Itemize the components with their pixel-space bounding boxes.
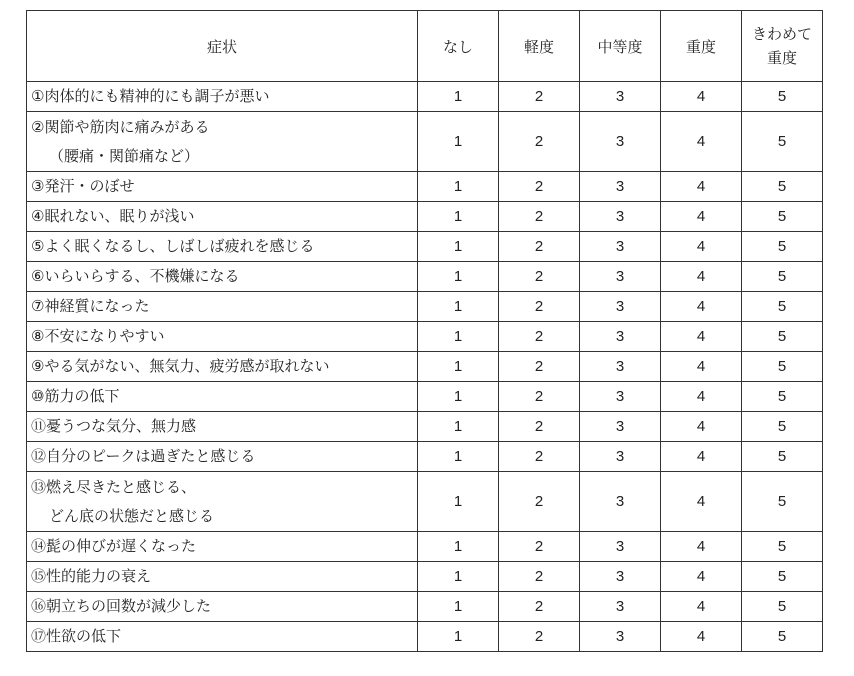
score-severe[interactable]: 4	[661, 622, 742, 652]
header-very-severe-line1: きわめて	[751, 25, 812, 43]
score-mild[interactable]: 2	[499, 622, 580, 652]
score-very-severe[interactable]: 5	[742, 442, 823, 472]
symptom-label: ⑦神経質になった	[31, 297, 150, 315]
score-none[interactable]: 1	[418, 262, 499, 292]
score-moderate[interactable]: 3	[580, 232, 661, 262]
score-very-severe[interactable]: 5	[742, 292, 823, 322]
symptom-cell	[27, 592, 418, 622]
symptom-label: ⑤よく眠くなるし、しばしば疲れを感じる	[31, 237, 315, 255]
table-row	[27, 262, 823, 292]
score-very-severe[interactable]: 5	[742, 382, 823, 412]
score-moderate[interactable]: 3	[580, 112, 661, 172]
score-none[interactable]: 1	[418, 112, 499, 172]
symptom-label: ⑪憂うつな気分、無力感	[31, 417, 197, 435]
symptom-cell	[27, 112, 418, 172]
score-none[interactable]: 1	[418, 82, 499, 112]
symptom-cell	[27, 622, 418, 652]
header-moderate: 中等度	[580, 11, 661, 82]
symptom-cell	[27, 202, 418, 232]
score-none[interactable]: 1	[418, 322, 499, 352]
symptom-label: ⑬燃え尽きたと感じる、	[31, 477, 197, 496]
score-moderate[interactable]: 3	[580, 562, 661, 592]
score-severe[interactable]: 4	[661, 292, 742, 322]
score-moderate[interactable]: 3	[580, 442, 661, 472]
score-moderate[interactable]: 3	[580, 172, 661, 202]
symptom-cell	[27, 172, 418, 202]
score-moderate[interactable]: 3	[580, 202, 661, 232]
score-none[interactable]: 1	[418, 622, 499, 652]
score-very-severe[interactable]: 5	[742, 532, 823, 562]
symptom-label: ⑨やる気がない、無気力、疲労感が取れない	[31, 357, 330, 375]
score-severe[interactable]: 4	[661, 262, 742, 292]
symptom-cell	[27, 532, 418, 562]
symptom-cell	[27, 292, 418, 322]
score-mild[interactable]: 2	[499, 232, 580, 262]
table-row	[27, 82, 823, 112]
symptom-cell	[27, 352, 418, 382]
score-moderate[interactable]: 3	[580, 622, 661, 652]
table-row	[27, 202, 823, 232]
score-none[interactable]: 1	[418, 472, 499, 532]
score-none[interactable]: 1	[418, 382, 499, 412]
symptom-label: ④眠れない、眠りが浅い	[31, 207, 195, 225]
score-moderate[interactable]: 3	[580, 532, 661, 562]
symptom-label: ⑰性欲の低下	[31, 627, 122, 645]
score-none[interactable]: 1	[418, 532, 499, 562]
score-mild[interactable]: 2	[499, 592, 580, 622]
score-moderate[interactable]: 3	[580, 352, 661, 382]
score-very-severe[interactable]: 5	[742, 262, 823, 292]
symptom-cell	[27, 412, 418, 442]
table-row	[27, 532, 823, 562]
score-severe[interactable]: 4	[661, 172, 742, 202]
score-severe[interactable]: 4	[661, 442, 742, 472]
table-row	[27, 412, 823, 442]
score-mild[interactable]: 2	[499, 442, 580, 472]
symptom-cell	[27, 472, 418, 532]
symptom-cell	[27, 82, 418, 112]
symptom-cell	[27, 232, 418, 262]
score-mild[interactable]: 2	[499, 292, 580, 322]
table-row	[27, 232, 823, 262]
table-body	[27, 82, 823, 652]
score-none[interactable]: 1	[418, 232, 499, 262]
header-very-severe-line2: 重度	[766, 49, 797, 67]
symptom-label: ③発汗・のぼせ	[31, 177, 135, 195]
header-mild: 軽度	[499, 11, 580, 82]
header-symptom: 症状	[27, 11, 418, 82]
score-moderate[interactable]: 3	[580, 262, 661, 292]
table-row	[27, 562, 823, 592]
score-none[interactable]: 1	[418, 592, 499, 622]
symptom-label: ⑭髭の伸びが遅くなった	[31, 537, 197, 555]
score-mild[interactable]: 2	[499, 532, 580, 562]
score-mild[interactable]: 2	[499, 82, 580, 112]
symptom-score-table	[26, 10, 823, 652]
score-none[interactable]: 1	[418, 292, 499, 322]
score-mild[interactable]: 2	[499, 262, 580, 292]
header-severe: 重度	[661, 11, 742, 82]
score-mild[interactable]: 2	[499, 382, 580, 412]
symptom-label: ⑧不安になりやすい	[31, 327, 165, 345]
score-severe[interactable]: 4	[661, 112, 742, 172]
score-severe[interactable]: 4	[661, 412, 742, 442]
symptom-cell	[27, 382, 418, 412]
score-none[interactable]: 1	[418, 412, 499, 442]
table-row	[27, 322, 823, 352]
score-mild[interactable]: 2	[499, 562, 580, 592]
header-row	[27, 11, 823, 82]
header-very-severe	[742, 11, 823, 82]
score-severe[interactable]: 4	[661, 82, 742, 112]
symptom-label: ⑮性的能力の衰え	[31, 567, 152, 585]
table-row	[27, 112, 823, 172]
score-none[interactable]: 1	[418, 562, 499, 592]
score-very-severe[interactable]: 5	[742, 202, 823, 232]
score-severe[interactable]: 4	[661, 592, 742, 622]
symptom-cell	[27, 262, 418, 292]
score-severe[interactable]: 4	[661, 232, 742, 262]
score-moderate[interactable]: 3	[580, 322, 661, 352]
score-severe[interactable]: 4	[661, 532, 742, 562]
score-mild[interactable]: 2	[499, 172, 580, 202]
table-row	[27, 622, 823, 652]
symptom-label: ⑥いらいらする、不機嫌になる	[31, 267, 240, 285]
score-very-severe[interactable]: 5	[742, 472, 823, 532]
symptom-label: ②関節や筋肉に痛みがある	[31, 117, 210, 136]
symptom-cell	[27, 442, 418, 472]
table-row	[27, 592, 823, 622]
score-very-severe[interactable]: 5	[742, 622, 823, 652]
score-very-severe[interactable]: 5	[742, 592, 823, 622]
table-row	[27, 352, 823, 382]
table-row	[27, 382, 823, 412]
score-severe[interactable]: 4	[661, 202, 742, 232]
score-moderate[interactable]: 3	[580, 472, 661, 532]
score-mild[interactable]: 2	[499, 472, 580, 532]
score-severe[interactable]: 4	[661, 352, 742, 382]
score-very-severe[interactable]: 5	[742, 172, 823, 202]
score-very-severe[interactable]: 5	[742, 562, 823, 592]
score-very-severe[interactable]: 5	[742, 322, 823, 352]
score-very-severe[interactable]: 5	[742, 82, 823, 112]
score-very-severe[interactable]: 5	[742, 352, 823, 382]
score-none[interactable]: 1	[418, 172, 499, 202]
symptom-label: ⑫自分のピークは過ぎたと感じる	[31, 447, 256, 465]
score-moderate[interactable]: 3	[580, 592, 661, 622]
score-mild[interactable]: 2	[499, 352, 580, 382]
symptom-label: どん底の状態だと感じる	[49, 506, 215, 525]
symptom-label: （腰痛・関節痛など）	[49, 146, 200, 165]
score-very-severe[interactable]: 5	[742, 412, 823, 442]
symptom-label: ⑯朝立ちの回数が減少した	[31, 597, 212, 615]
table-row	[27, 472, 823, 532]
score-mild[interactable]: 2	[499, 412, 580, 442]
score-severe[interactable]: 4	[661, 322, 742, 352]
header-none: なし	[418, 11, 499, 82]
score-moderate[interactable]: 3	[580, 412, 661, 442]
table-row	[27, 292, 823, 322]
table-row	[27, 172, 823, 202]
symptom-label: ①肉体的にも精神的にも調子が悪い	[31, 87, 270, 105]
score-moderate[interactable]: 3	[580, 382, 661, 412]
score-very-severe[interactable]: 5	[742, 232, 823, 262]
table-row	[27, 442, 823, 472]
score-severe[interactable]: 4	[661, 472, 742, 532]
score-moderate[interactable]: 3	[580, 82, 661, 112]
score-none[interactable]: 1	[418, 352, 499, 382]
symptom-cell	[27, 562, 418, 592]
score-very-severe[interactable]: 5	[742, 112, 823, 172]
score-none[interactable]: 1	[418, 202, 499, 232]
score-severe[interactable]: 4	[661, 562, 742, 592]
score-mild[interactable]: 2	[499, 202, 580, 232]
symptom-cell	[27, 322, 418, 352]
score-none[interactable]: 1	[418, 442, 499, 472]
score-severe[interactable]: 4	[661, 382, 742, 412]
symptom-label: ⑩筋力の低下	[31, 387, 120, 405]
score-moderate[interactable]: 3	[580, 292, 661, 322]
score-mild[interactable]: 2	[499, 112, 580, 172]
score-mild[interactable]: 2	[499, 322, 580, 352]
